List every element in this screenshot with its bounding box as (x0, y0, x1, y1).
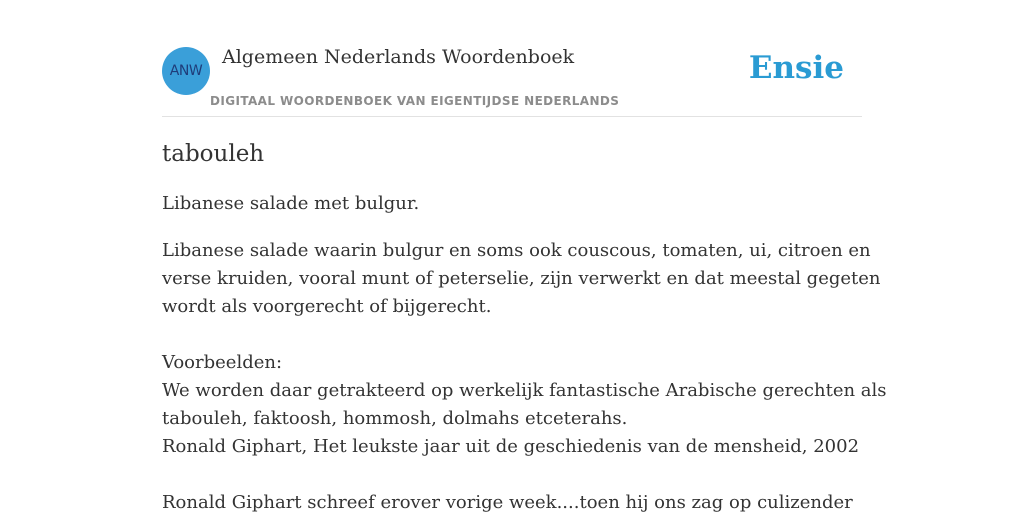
definition-line: verse kruiden, vooral munt of peterselie, zijn verwerkt en dat meestal gegeten (162, 268, 881, 289)
anw-logo-text: ANW (169, 63, 203, 79)
example-line: We worden daar getrakteerd op werkelijk fantastische Arabische gerechten als (162, 380, 887, 401)
ensie-brand-logo[interactable]: Ensie (748, 50, 844, 86)
long-definition (162, 237, 887, 512)
site-header (162, 0, 862, 117)
entry-term: tabouleh (162, 141, 265, 167)
source-subtitle: DIGITAAL WOORDENBOEK VAN EIGENTIJDSE NEDERLANDS (210, 94, 620, 108)
example-source: Ronald Giphart, Het leukste jaar uit de geschiedenis van de mensheid, 2002 (162, 436, 860, 457)
spacer (162, 321, 862, 349)
examples-heading: Voorbeelden: (162, 352, 283, 373)
definition-line: Libanese salade waarin bulgur en soms ook couscous, tomaten, ui, citroen en (162, 240, 871, 261)
definition-line: wordt als voorgerecht of bijgerecht. (162, 296, 492, 317)
example-line: tabouleh, faktoosh, hommosh, dolmahs etceterahs. (162, 408, 628, 429)
short-definition: Libanese salade met bulgur. (162, 193, 420, 214)
entry-content (162, 138, 887, 512)
example-line: Ronald Giphart schreef erover vorige week....toen hij ons zag op culizender (162, 492, 853, 512)
source-title[interactable]: Algemeen Nederlands Woordenboek (222, 46, 575, 68)
spacer (162, 461, 862, 489)
anw-logo[interactable] (162, 47, 210, 95)
